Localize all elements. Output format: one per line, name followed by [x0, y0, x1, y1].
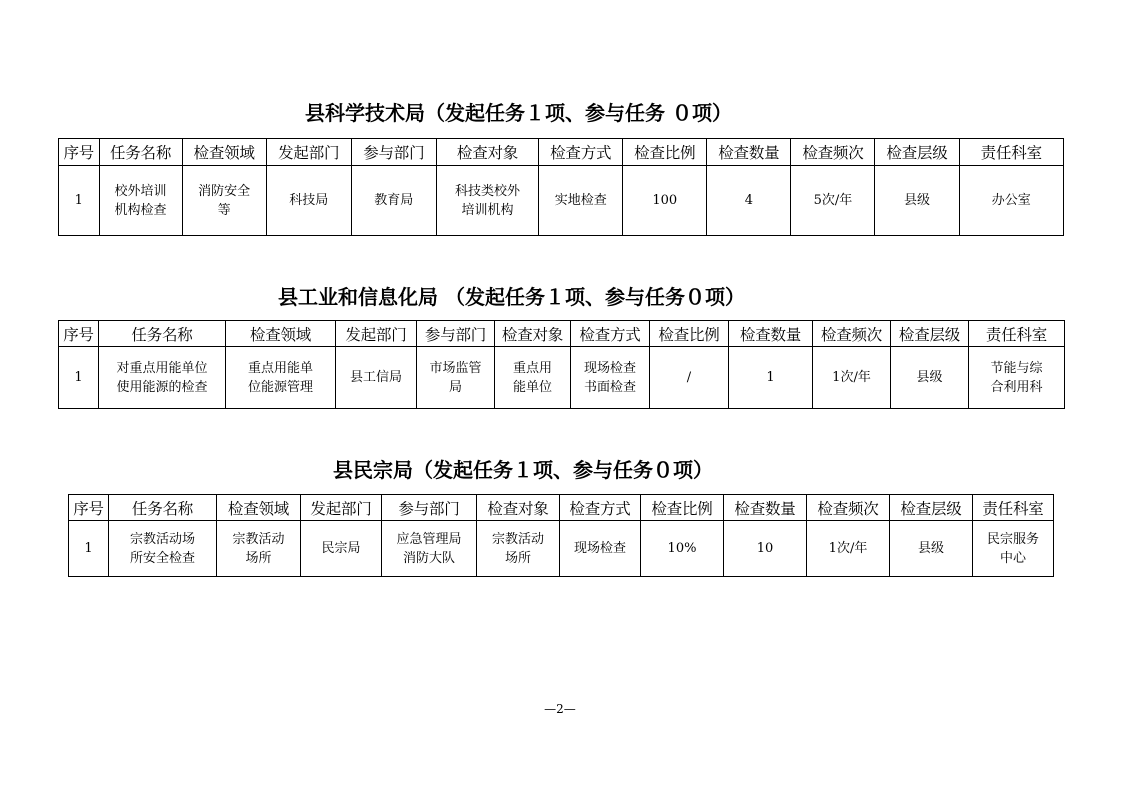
header-row [59, 139, 1064, 166]
header-cell: 任务名称 [109, 495, 217, 521]
header-cell: 检查领域 [182, 139, 266, 166]
header-cell: 参与部门 [382, 495, 477, 521]
table-cell: 县级 [890, 521, 973, 577]
table-cell: 对重点用能单位 使用能源的检查 [99, 347, 226, 409]
header-cell: 参与部门 [417, 321, 495, 347]
section-title: 县民宗局（发起任务１项、参与任务０项） [333, 458, 713, 482]
header-cell: 检查方式 [539, 139, 623, 166]
table-cell: 节能与综 合利用科 [969, 347, 1065, 409]
page-number: —2— [544, 702, 576, 716]
header-cell: 检查领域 [217, 495, 301, 521]
header-cell: 序号 [69, 495, 109, 521]
header-cell: 参与部门 [351, 139, 436, 166]
table-cell: 县级 [875, 166, 959, 236]
header-cell: 检查数量 [724, 495, 807, 521]
header-cell: 检查方式 [560, 495, 641, 521]
table-cell: 现场检查 [560, 521, 641, 577]
table-cell: 宗教活动 场所 [217, 521, 301, 577]
table-cell: 民宗局 [301, 521, 382, 577]
table-cell: 100 [623, 166, 707, 236]
table-cell: 校外培训 机构检查 [99, 166, 182, 236]
header-cell: 检查层级 [875, 139, 959, 166]
header-cell: 序号 [59, 139, 100, 166]
task-table [58, 320, 1065, 409]
table-row [69, 521, 1054, 577]
header-cell: 检查方式 [571, 321, 650, 347]
header-row [59, 321, 1065, 347]
table-cell: 现场检查 书面检查 [571, 347, 650, 409]
header-cell: 发起部门 [336, 321, 417, 347]
header-cell: 检查领域 [226, 321, 336, 347]
task-table [68, 494, 1054, 577]
header-cell: 责任科室 [973, 495, 1054, 521]
table-row [59, 347, 1065, 409]
header-cell: 检查频次 [807, 495, 890, 521]
header-cell: 责任科室 [959, 139, 1063, 166]
header-cell: 序号 [59, 321, 99, 347]
table-cell: 宗教活动 场所 [477, 521, 560, 577]
table-cell: 实地检查 [539, 166, 623, 236]
table-cell: 1次/年 [813, 347, 891, 409]
table-cell: 1 [59, 166, 100, 236]
header-cell: 任务名称 [99, 139, 182, 166]
header-cell: 检查频次 [791, 139, 875, 166]
table-row [59, 166, 1064, 236]
table-cell: 应急管理局 消防大队 [382, 521, 477, 577]
header-row [69, 495, 1054, 521]
header-cell: 检查对象 [436, 139, 538, 166]
header-cell: 检查比例 [650, 321, 729, 347]
table-cell: / [650, 347, 729, 409]
header-cell: 检查频次 [813, 321, 891, 347]
header-cell: 检查比例 [623, 139, 707, 166]
header-cell: 发起部门 [301, 495, 382, 521]
header-cell: 检查比例 [641, 495, 724, 521]
header-cell: 检查数量 [729, 321, 813, 347]
table-cell: 1次/年 [807, 521, 890, 577]
table-cell: 宗教活动场 所安全检查 [109, 521, 217, 577]
header-cell: 发起部门 [266, 139, 351, 166]
table-cell: 4 [707, 166, 791, 236]
table-cell: 1 [59, 347, 99, 409]
table-cell: 1 [729, 347, 813, 409]
header-cell: 检查对象 [477, 495, 560, 521]
table-cell: 科技局 [266, 166, 351, 236]
table-cell: 科技类校外 培训机构 [436, 166, 538, 236]
task-table [58, 138, 1064, 236]
table-cell: 办公室 [959, 166, 1063, 236]
table-cell: 县工信局 [336, 347, 417, 409]
table-cell: 教育局 [351, 166, 436, 236]
header-cell: 责任科室 [969, 321, 1065, 347]
table-cell: 消防安全 等 [182, 166, 266, 236]
table-cell: 重点用能单 位能源管理 [226, 347, 336, 409]
table-cell: 重点用 能单位 [495, 347, 571, 409]
table-cell: 1 [69, 521, 109, 577]
table-cell: 5次/年 [791, 166, 875, 236]
table-cell: 10% [641, 521, 724, 577]
header-cell: 任务名称 [99, 321, 226, 347]
header-cell: 检查层级 [890, 495, 973, 521]
section-title: 县科学技术局（发起任务１项、参与任务 ０项） [305, 101, 732, 125]
table-cell: 10 [724, 521, 807, 577]
section-title: 县工业和信息化局 （发起任务１项、参与任务０项） [278, 285, 745, 309]
header-cell: 检查数量 [707, 139, 791, 166]
header-cell: 检查层级 [891, 321, 969, 347]
header-cell: 检查对象 [495, 321, 571, 347]
table-cell: 市场监管 局 [417, 347, 495, 409]
table-cell: 民宗服务 中心 [973, 521, 1054, 577]
table-cell: 县级 [891, 347, 969, 409]
